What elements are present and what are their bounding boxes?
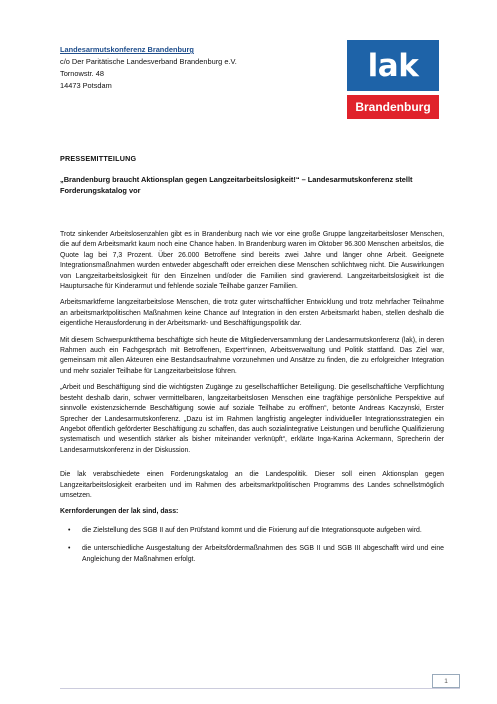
list-item xyxy=(60,544,444,565)
letterhead xyxy=(60,44,237,92)
lak-logo xyxy=(347,40,439,119)
bullet-icon: • xyxy=(68,526,71,534)
address-line-co: c/o Der Paritätische Landesverband Brandenburg e.V. xyxy=(60,57,237,66)
list-item-text: die Zielstellung des SGB II auf den Prüfstand kommt und die Fixierung auf die Integrationsquote aufgeben wird. xyxy=(82,526,422,534)
list-item-text: die unterschiedliche Ausgestaltung der Arbeitsfördermaßnahmen des SGB II und SGB III abgeschafft wird und eine Angleichung der Maßnahmen erfolgt. xyxy=(82,545,444,563)
paragraph: Arbeitsmarktferne langzeitarbeitslose Menschen, die trotz guter wirtschaftlicher Entwicklung und trotz mehrfacher Teilnahme an arbeitsmarktpolitischen Maßnahmen keine Chance auf Integration in den ersten Arbeitsmarkt haben, stellen deshalb die eigentliche Herausforderung in der Arbeitsmarkt- und Beschäftigungspolitik dar. xyxy=(60,299,444,328)
paragraph: Die lak verabschiedete einen Forderungskatalog an die Landespolitik. Dieser soll einen Aktionsplan gegen Langzeitarbeitslosigkeit erarbeiten und im Rahmen des arbeitsmarktpolitischen Programms des Landes schnellstmöglich umsetzen. xyxy=(60,471,444,499)
press-release-label: PRESSEMITTEILUNG xyxy=(60,154,137,163)
paragraph: Mit diesem Schwerpunktthema beschäftigte sich heute die Mitgliederversammlung der Landesarmutskonferenz (lak), in deren Rahmen auch ein Fachgespräch mit Betroffenen, Expert*innen, Arbeitsverwaltung und Politik stattfand. Das Ziel war, gemeinsam mit allen Akteuren eine Bestandsaufnahme vorzunehmen und Ansätze zu finden, die zu erfolgreicher Integration und mehr sozialer Teilhabe für Langzeitarbeitslose führen. xyxy=(60,336,444,375)
bullet-icon: • xyxy=(68,545,71,553)
paragraph: „Arbeit und Beschäftigung sind die wichtigsten Zugänge zu gesellschaftlicher Beteiligung. Die gesellschaftliche Verpflichtung besteht deshalb darin, schwer vermittelbaren, langzeitarbeitslosen Menschen eine tragfähige persönliche Perspektive auf sinnvolle existenzsichernde Beschäftigung sowie auf soziale Teilhabe zu eröffnen“, betonte Andreas Kaczynski, Erster Sprecher der Landesarmutskonferenz. „Dazu ist im Rahmen langfristig angelegter individueller Integrationsstrategien ein Angebot öffentlich geförderter Beschäftigung zu schaffen, das auch sozialintegrative Leistungen und berufliche Qualifizierung systematisch und wesentlich stärker als bisher miteinander verknüpft“, erklärte Inga-Karina Ackermann, Sprecherin der Landesarmutskonferenz in der Diskussion. xyxy=(60,384,444,454)
body-text xyxy=(60,230,444,573)
page-number: 1 xyxy=(432,674,460,688)
address-city: 14473 Potsdam xyxy=(60,81,112,90)
logo-lak-text: lak xyxy=(347,40,439,91)
address-street: Tornowstr. 48 xyxy=(60,69,104,78)
demands-label: Kernforderungen der lak sind, dass: xyxy=(60,508,179,516)
organization-name[interactable]: Landesarmutskonferenz Brandenburg xyxy=(60,45,194,54)
list-item xyxy=(60,526,444,536)
demands-list xyxy=(60,526,444,565)
footer-divider xyxy=(60,688,460,689)
logo-region-text: Brandenburg xyxy=(347,95,439,119)
paragraph: Trotz sinkender Arbeitslosenzahlen gibt es in Brandenburg nach wie vor eine große Gruppe langzeitarbeitsloser Menschen, die auf dem Arbeitsmarkt kaum noch eine Chance haben. In Brandenburg waren im Oktober 96.300 Menschen arbeitslos, die Quote lag bei 7,3 Prozent. Über 26.000 Betroffene sind bereits zwei Jahre und länger ohne Arbeit. Geeignete Integrationsmaßnahmen wurden entweder abgeschafft oder erreichen diese Menschen schlichtweg nicht. Die Auswirkungen von Langzeitarbeitslosigkeit für den Einzelnen und/oder die Familien sind gravierend. Langzeitarbeitslosigkeit ist die Hauptursache für Kinderarmut und fehlende soziale Teilhabe ganzer Familien. xyxy=(60,231,444,291)
headline: „Brandenburg braucht Aktionsplan gegen Langzeitarbeitslosigkeit!“ – Landesarmutskonferenz stellt Forderungskatalog vor xyxy=(60,175,413,195)
